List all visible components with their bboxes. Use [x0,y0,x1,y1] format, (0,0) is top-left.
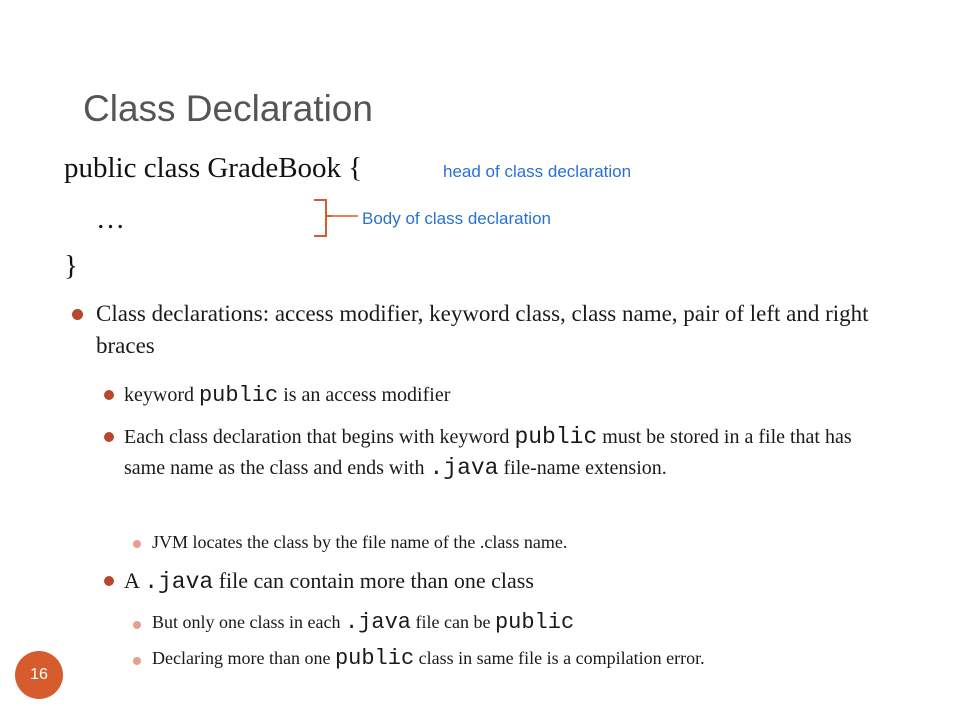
bullet-one-public [152,610,574,635]
bullet-dot [133,657,141,665]
code-segment: public [334,646,415,671]
code-line-ellipsis: … [96,203,125,235]
bullet-keyword-public [124,380,864,411]
bullet-dot [133,540,141,548]
bullet-file-naming [124,422,864,484]
code-line-class-header: public class GradeBook { [64,152,363,184]
bullet-dot [104,390,114,400]
text-segment: is an access modifier [278,384,451,406]
code-segment: .java [429,455,499,481]
bullet-dot [104,432,114,442]
text-segment: But only one class in each [152,612,345,632]
code-segment: .java [344,610,411,635]
page-number-badge: 16 [15,651,63,699]
code-line-closing-brace: } [64,250,78,282]
slide-title: Class Declaration [83,88,373,129]
text-segment: file can contain more than one class [213,568,534,593]
bullet-dot [133,621,141,629]
bullet-jvm: JVM locates the class by the file name of the .class name. [152,532,568,552]
code-segment: public [494,610,575,635]
text-segment: must be stored in a file that has same name as the class and ends with [124,426,852,479]
bullet-multiple-classes [124,565,864,598]
text-segment: file can be [410,612,495,632]
bullet-dot [72,309,83,320]
bullet-compilation-error [152,646,705,671]
annotation-head: head of class declaration [443,162,632,181]
code-segment: public [514,424,598,450]
text-segment: file-name extension. [498,457,667,479]
code-segment: .java [144,569,214,595]
curly-brace-icon [310,196,360,244]
bullet-class-declarations: Class declarations: access modifier, keyword class, class name, pair of left and right braces [96,301,869,358]
bullet-dot [104,576,114,586]
text-segment: A [124,568,145,593]
annotation-body: Body of class declaration [362,209,551,228]
text-segment: Each class declaration that begins with keyword [124,426,515,448]
text-segment: class in same file is a compilation error. [414,648,705,668]
code-segment: public [198,383,279,408]
text-segment: Declaring more than one [152,648,335,668]
text-segment: keyword [124,384,199,406]
